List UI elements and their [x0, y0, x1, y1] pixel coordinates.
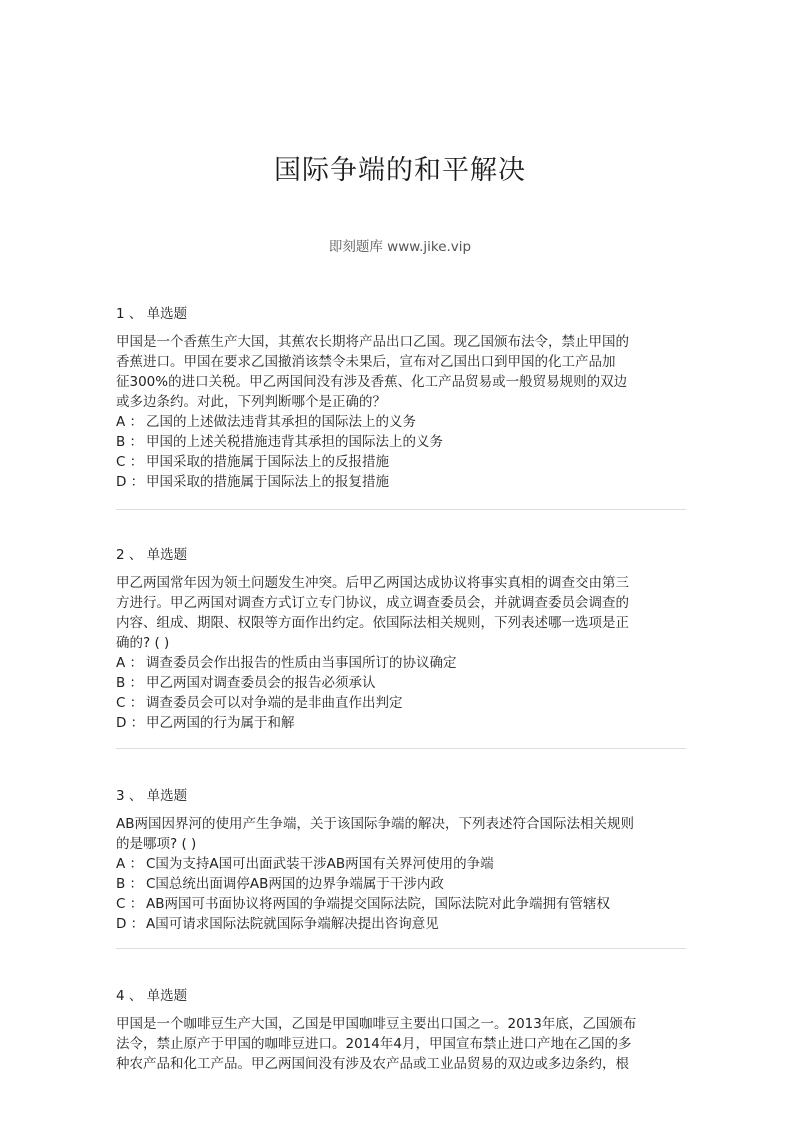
option-text: C国总统出面调停AB两国的边界争端属于干涉内政: [146, 876, 444, 892]
option-text: 调查委员会作出报告的性质由当事国所订的协议确定: [146, 655, 457, 671]
option-b: [116, 673, 686, 693]
question-stem: [116, 1014, 686, 1074]
stem-line: 或多边条约。对此，下列判断哪个是正确的？: [116, 394, 386, 410]
option-letter: D ：: [116, 474, 145, 490]
question-header: 4 、 单选题: [116, 988, 188, 1004]
question-header: 1 、 单选题: [116, 306, 188, 322]
question-3: [116, 786, 686, 934]
stem-line: 香蕉进口。甲国在要求乙国撤消该禁令未果后，宣布对乙国出口到甲国的化工产品加: [116, 354, 616, 370]
option-text: 甲国采取的措施属于国际法上的报复措施: [146, 474, 389, 490]
option-text: 甲乙两国的行为属于和解: [146, 715, 295, 731]
option-text: 甲乙两国对调查委员会的报告必须承认: [146, 675, 376, 691]
question-header: 2 、 单选题: [116, 547, 188, 563]
option-letter: B ：: [116, 434, 144, 450]
stem-line: 甲国是一个咖啡豆生产大国，乙国是甲国咖啡豆主要出口国之一。2013年底，乙国颁布: [116, 1016, 637, 1032]
stem-line: 法令，禁止原产于甲国的咖啡豆进口。2014年4月，甲国宣布禁止进口产地在乙国的多: [116, 1036, 632, 1052]
question-2: [116, 545, 686, 733]
option-letter: C ：: [116, 454, 144, 470]
option-c: [116, 452, 686, 472]
option-letter: B ：: [116, 675, 144, 691]
stem-line: AB两国因界河的使用产生争端，关于该国际争端的解决，下列表述符合国际法相关规则: [116, 816, 634, 832]
option-b: [116, 432, 686, 452]
option-letter: D ：: [116, 715, 145, 731]
question-divider: [116, 948, 686, 949]
option-letter: A ：: [116, 655, 144, 671]
option-text: C国为支持A国可出面武装干涉AB两国有关界河使用的争端: [146, 856, 494, 872]
option-c: [116, 894, 686, 914]
option-d: [116, 914, 686, 934]
option-text: A国可请求国际法院就国际争端解决提出咨询意见: [146, 916, 439, 932]
option-c: [116, 693, 686, 713]
document-source: 即刻题库 www.jike.vip: [328, 239, 472, 255]
option-text: 调查委员会可以对争端的是非曲直作出判定: [146, 695, 403, 711]
question-divider: [116, 509, 686, 510]
stem-line: 征300%的进口关税。甲乙两国间没有涉及香蕉、化工产品贸易或一般贸易规则的双边: [116, 374, 628, 390]
option-b: [116, 874, 686, 894]
question-4: [116, 986, 686, 1074]
stem-line: 方进行。甲乙两国对调查方式订立专门协议，成立调查委员会，并就调查委员会调查的: [116, 595, 629, 611]
option-a: [116, 854, 686, 874]
question-stem: [116, 814, 686, 854]
option-text: 乙国的上述做法违背其承担的国际法上的义务: [146, 414, 416, 430]
option-letter: B ：: [116, 876, 144, 892]
option-letter: D ：: [116, 916, 145, 932]
stem-line: 甲国是一个香蕉生产大国，其蕉农长期将产品出口乙国。现乙国颁布法令，禁止甲国的: [116, 334, 629, 350]
option-letter: C ：: [116, 896, 144, 912]
option-a: [116, 412, 686, 432]
option-letter: C ：: [116, 695, 144, 711]
option-d: [116, 472, 686, 492]
option-text: 甲国的上述关税措施违背其承担的国际法上的义务: [146, 434, 443, 450]
stem-line: 确的? ( ): [116, 635, 170, 651]
document-title: 国际争端的和平解决: [274, 155, 526, 186]
option-d: [116, 713, 686, 733]
option-text: AB两国可书面协议将两国的争端提交国际法院，国际法院对此争端拥有管辖权: [146, 896, 610, 912]
question-1: [116, 304, 686, 492]
question-stem: [116, 573, 686, 653]
stem-line: 内容、组成、期限、权限等方面作出约定。依国际法相关规则，下列表述哪一选项是正: [116, 615, 629, 631]
question-header: 3 、 单选题: [116, 788, 188, 804]
question-divider: [116, 748, 686, 749]
stem-line: 的是哪项? ( ): [116, 836, 197, 852]
option-letter: A ：: [116, 414, 144, 430]
option-a: [116, 653, 686, 673]
option-text: 甲国采取的措施属于国际法上的反报措施: [146, 454, 389, 470]
stem-line: 甲乙两国常年因为领土问题发生冲突。后甲乙两国达成协议将事实真相的调查交由第三: [116, 575, 629, 591]
stem-line: 种农产品和化工产品。甲乙两国间没有涉及农产品或工业品贸易的双边或多边条约，根: [116, 1056, 629, 1072]
question-stem: [116, 332, 686, 412]
option-letter: A ：: [116, 856, 144, 872]
